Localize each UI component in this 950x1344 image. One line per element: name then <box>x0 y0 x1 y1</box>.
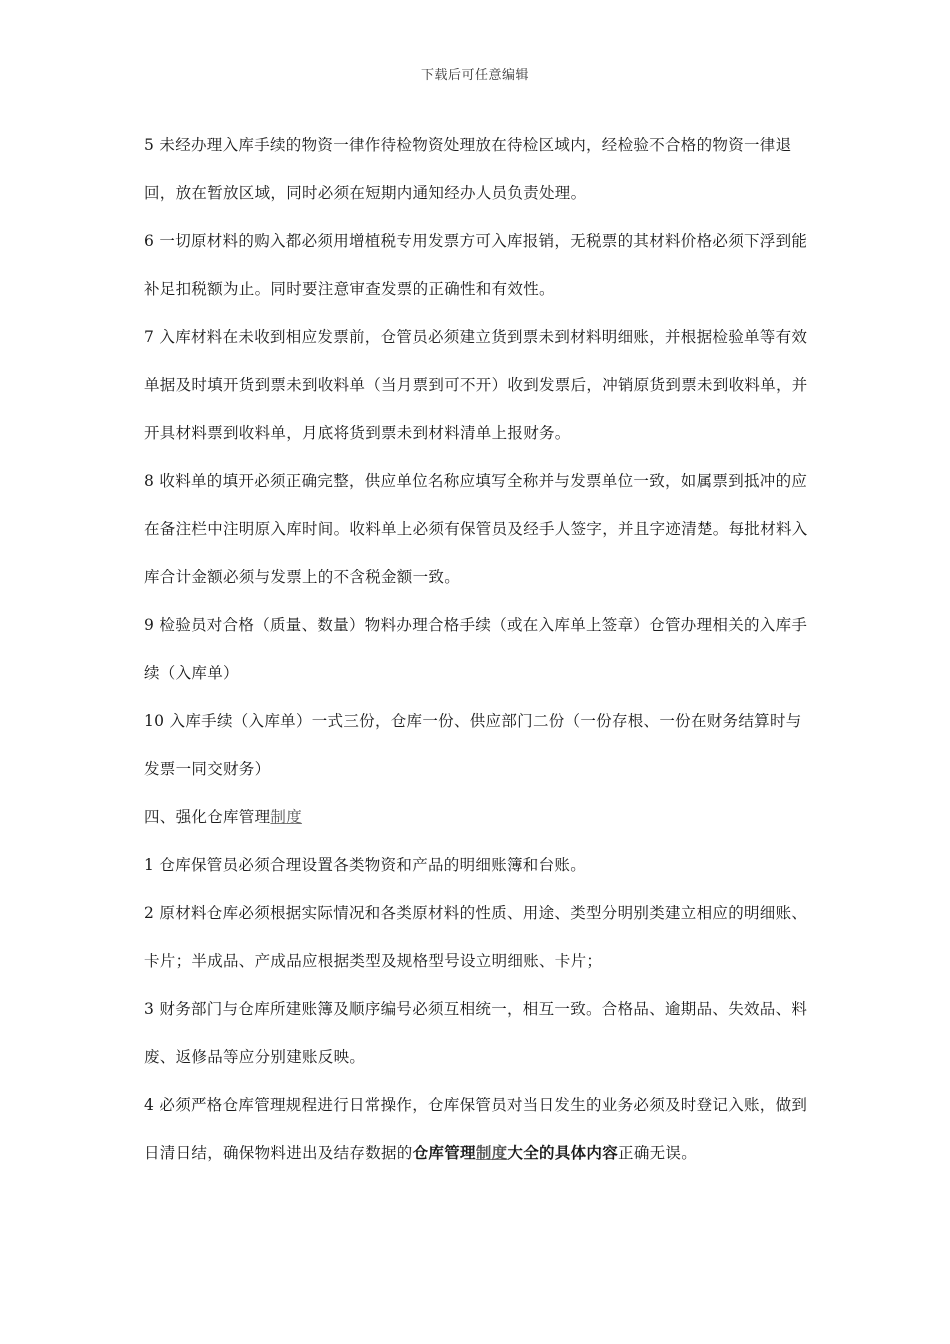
paragraph-7: 7 入库材料在未收到相应发票前，仓管员必须建立货到票未到材料明细账，并根据检验单等有效单据及时填开货到票未到收料单（当月票到可不开）收到发票后，冲销原货到票未到收料单，并开具材料票到收料单，月底将货到票未到材料清单上报财务。 <box>144 328 808 442</box>
paragraph-s2: 2 原材料仓库必须根据实际情况和各类原材料的性质、用途、类型分明别类建立相应的明细账、卡片；半成品、产成品应根据类型及规格型号设立明细账、卡片； <box>144 904 808 970</box>
zhidu-link[interactable]: 制度 <box>270 808 303 826</box>
bold-phrase-a: 仓库管理 <box>412 1143 476 1162</box>
zhidu-link-inline[interactable]: 制度 <box>475 1143 508 1162</box>
bold-phrase-b: 大全的具体内容 <box>507 1143 619 1162</box>
paragraph-s4-text: 4 必须严格仓库管理规程进行日常操作，仓库保管员对当日发生的业务必须及时登记入账，做到日清日结，确保物料进出及结存数据的 <box>144 1096 808 1162</box>
paragraph-9: 9 检验员对合格（质量、数量）物料办理合格手续（或在入库单上签章）仓管办理相关的入库手续（入库单） <box>144 616 808 682</box>
section-heading-text: 四、强化仓库管理 <box>144 808 271 826</box>
paragraph-s4-suffix: 正确无误。 <box>618 1144 698 1162</box>
paragraph-8: 8 收料单的填开必须正确完整，供应单位名称应填写全称并与发票单位一致，如属票到抵冲的应在备注栏中注明原入库时间。收料单上必须有保管员及经手人签字，并且字迹清楚。每批材料入库合计金额必须与发票上的不含税金额一致。 <box>144 472 808 586</box>
paragraph-5: 5 未经办理入库手续的物资一律作待检物资处理放在待检区域内，经检验不合格的物资一律退回，放在暂放区域，同时必须在短期内通知经办人员负责处理。 <box>144 136 792 202</box>
paragraph-10: 10 入库手续（入库单）一式三份，仓库一份、供应部门二份（一份存根、一份在财务结算时与发票一同交财务） <box>144 712 802 778</box>
section-heading <box>144 793 812 841</box>
paragraph-6: 6 一切原材料的购入都必须用增植税专用发票方可入库报销，无税票的其材料价格必须下浮到能补足扣税额为止。同时要注意审查发票的正确性和有效性。 <box>144 232 808 298</box>
paragraph-s1: 1 仓库保管员必须合理设置各类物资和产品的明细账簿和台账。 <box>144 856 586 874</box>
page-header: 下载后可任意编辑 <box>420 68 529 83</box>
paragraph-s4 <box>144 1081 812 1177</box>
paragraph-s3: 3 财务部门与仓库所建账簿及顺序编号必须互相统一，相互一致。合格品、逾期品、失效品、料废、返修品等应分别建账反映。 <box>144 1000 808 1066</box>
document-body <box>144 121 812 1177</box>
